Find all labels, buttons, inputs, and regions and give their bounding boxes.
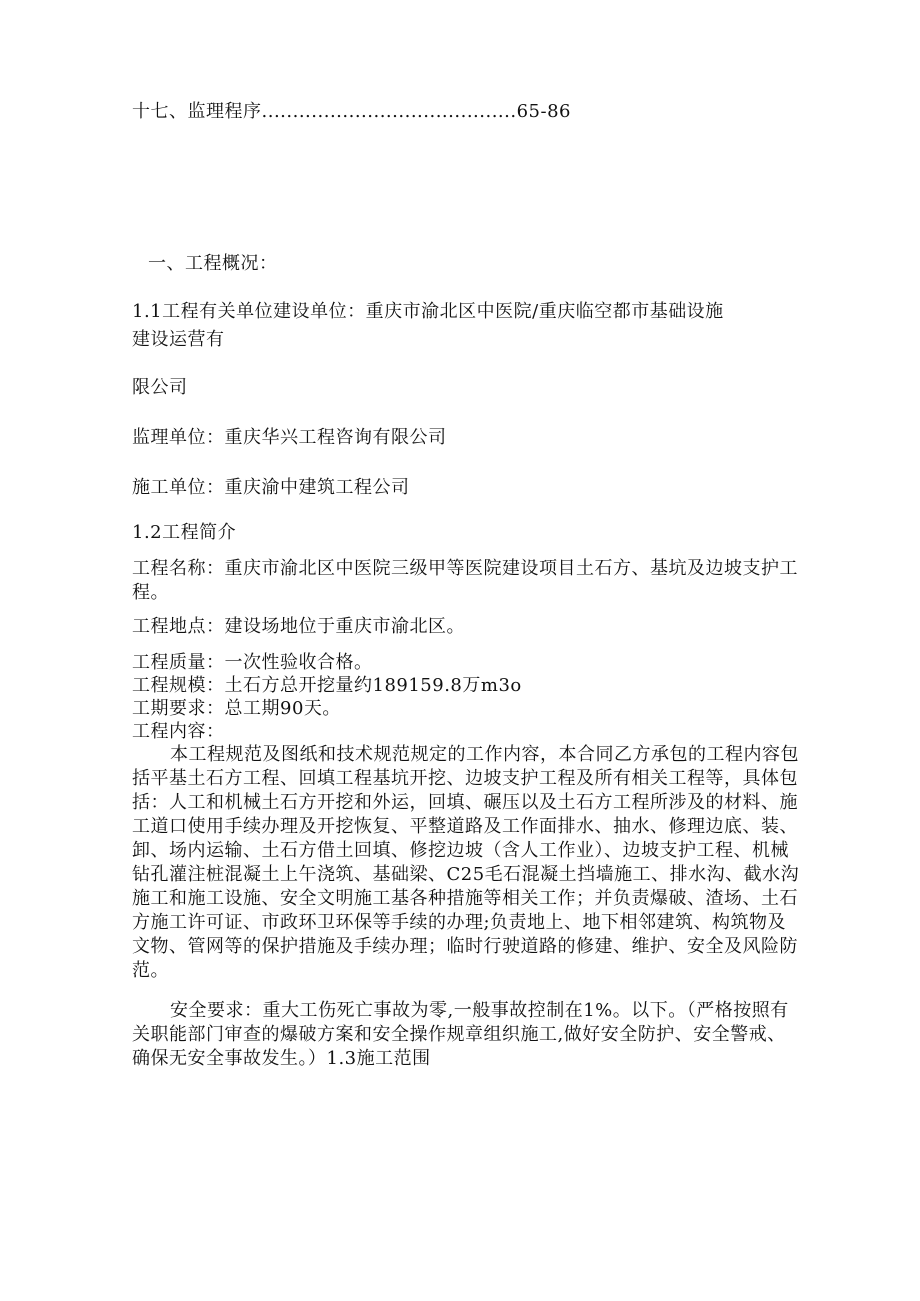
project-content-label: 工程内容： [132, 721, 225, 742]
units-line-2: 建设运营有 [132, 329, 225, 350]
section-heading: 一、工程概况： [148, 253, 278, 274]
supervisor-unit: 监理单位：重庆华兴工程咨询有限公司 [132, 427, 447, 448]
project-quality: 工程质量：一次性验收合格。 [132, 652, 373, 673]
project-content: 本工程规范及图纸和技术规范规定的工作内容，本合同乙方承包的工程内容包括平基土石方工程、回填工程基坑开挖、边坡支护工程及所有相关工程等，具体包括：人工和机械土石方开挖和外运，回填、碾压以及土石方工程所涉及的材料、施工道口使用手续办理及开挖恢复、平整道路及工作面排水、抽水、修理边底、装、卸、场内运输、土石方借土回填、修挖边坡（含人工作业）、边坡支护工程、机械钻孔灌注桩混凝土上午浇筑、基础梁、C25毛石混凝土挡墙施工、排水沟、截水沟施工和施工设施、安全文明施工基各种措施等相关工作；并负责爆破、渣场、土石方施工许可证、市政环卫环保等手续的办理;负责地上、地下相邻建筑、构筑物及文物、管网等的保护措施及手续办理；临时行驶道路的修建、维护、安全及风险防范。 [132, 744, 800, 981]
project-duration: 工期要求：总工期90天。 [132, 698, 341, 719]
project-scale: 工程规模：土石方总开挖量约189159.8万m3o [132, 675, 522, 696]
safety-requirements: 安全要求：重大工伤死亡事故为零,一般事故控制在1%。以下。（严格按照有关职能部门审查的爆破方案和安全操作规章组织施工,做好安全防护、安全警戒、确保无安全事故发生。）1.3施工范围 [132, 1000, 789, 1069]
units-line-1: 1.1工程有关单位建设单位：重庆市渝北区中医院/重庆临空都市基础设施 [132, 301, 724, 322]
project-name: 工程名称：重庆市渝北区中医院三级甲等医院建设项目土石方、基坑及边坡支护工程。 [132, 558, 798, 603]
contractor-unit: 施工单位：重庆渝中建筑工程公司 [132, 477, 410, 498]
subsection-heading: 1.2工程简介 [132, 522, 237, 543]
toc-entry: 十七、监理程序.........................................65-86 [132, 101, 571, 122]
units-line-3: 限公司 [132, 377, 188, 398]
project-location: 工程地点：建设场地位于重庆市渝北区。 [132, 616, 465, 637]
